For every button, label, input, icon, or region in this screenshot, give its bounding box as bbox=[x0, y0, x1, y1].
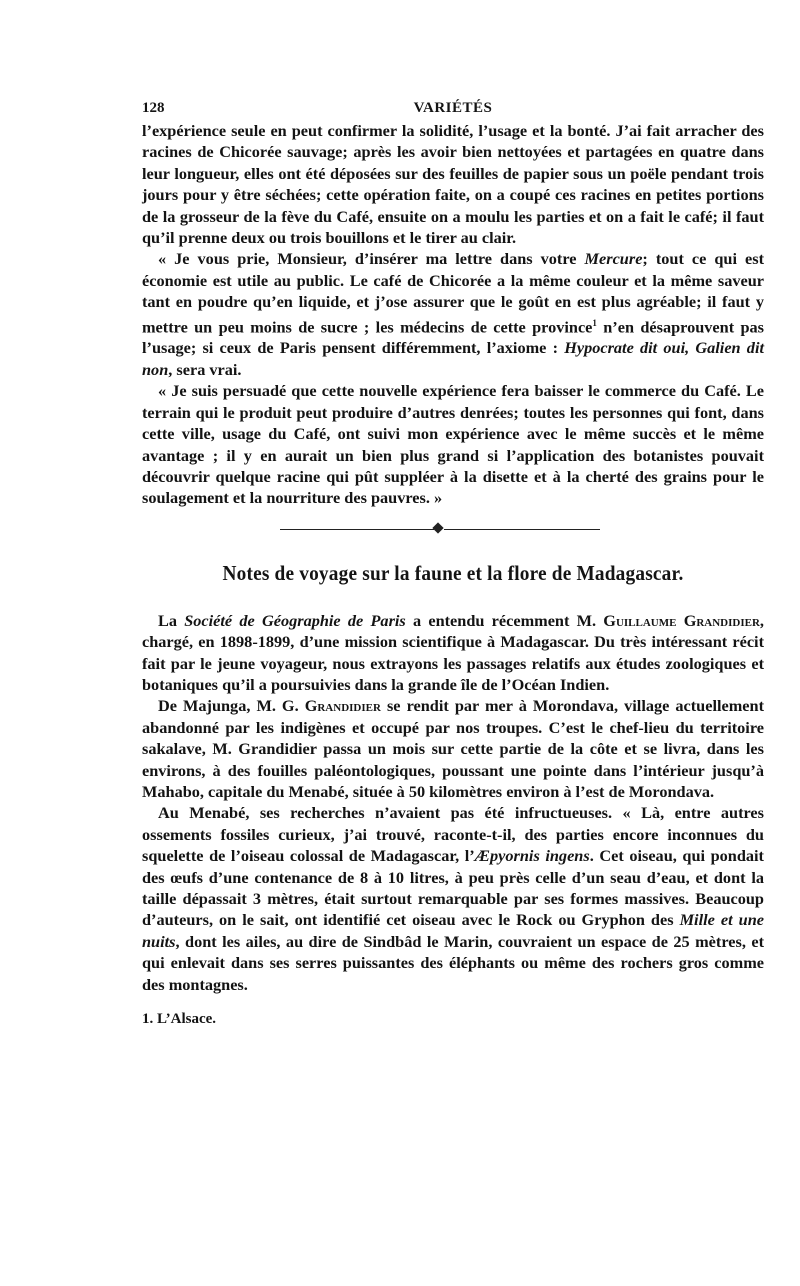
article-title: Notes de voyage sur la faune et la flore de Madagascar. bbox=[222, 560, 684, 585]
paragraph: La Société de Géographie de Paris a entendu récemment M. Guillaume Grandidier, chargé, en 1898-1899, d’une mission scientifique à Madagascar. Du très intéressant récit fait par le jeune voyageur, nous extrayons les passages relatifs aux études zoologiques et botaniques qu’il a poursuivies dans la grande île de l’Océan Indien. bbox=[142, 610, 764, 694]
person-name: Guillaume Grandidier bbox=[603, 610, 760, 630]
book-title: Mille et une nuits bbox=[142, 910, 764, 951]
page-number: 128 bbox=[142, 100, 165, 116]
axiom-quote: Hypocrate dit oui, Galien dit non bbox=[142, 338, 764, 379]
diamond-ornament-icon bbox=[432, 522, 443, 533]
page-header bbox=[142, 96, 764, 120]
person-name: Grandidier bbox=[304, 696, 381, 716]
species-name: Æpyornis ingens bbox=[474, 846, 590, 866]
footnote: 1. L’Alsace. bbox=[142, 1011, 217, 1028]
journal-title: Mercure bbox=[584, 249, 643, 269]
document-page bbox=[142, 96, 764, 1028]
running-title: VARIÉTÉS bbox=[413, 100, 493, 116]
paragraph: Au Menabé, ses recherches n’avaient pas été infructueuses. « Là, entre autres ossements fossiles curieux, j’ai trouvé, raconte-t-il, des parties encore inconnues du squelette de l’oiseau colossal de Madagascar, l’Æpyornis ingens. Cet oiseau, qui pondait des œufs d’une contenance de 8 à 10 litres, à peu près celle d’un seau d’eau, et dont la taille dépassait 3 mètres, était surtout remarquable par ses formes massives. Beaucoup d’auteurs, on le sait, ont identifié cet oiseau avec le Rock ou Gryphon des Mille et une nuits, dont les ailes, au dire de Sindbâd le Marin, couvraient un espace de 25 mètres, et qui enlevait dans ses serres puissantes des éléphants ou même des rochers gros comme des montagnes. bbox=[142, 803, 764, 994]
paragraph: l’expérience seule en peut confirmer la solidité, l’usage et la bonté. J’ai fait arracher des racines de Chicorée sauvage; après les avoir bien nettoyées et partagées en quatre dans leur longueur, elles ont été déposées sur des feuilles de papier sous un poële pendant trois jours pour y être séchées; cette opération faite, on a coupé ces racines en petites portions de la grosseur de la fève du Café, ensuite on a moulu les parties et on a fait le café; il faut qu’il prenne deux ou trois bouillons et le tirer au clair. bbox=[142, 121, 764, 248]
paragraph: « Je suis persuadé que cette nouvelle expérience fera baisser le commerce du Café. Le terrain qui le produit peut produire d’autres denrées; toutes les personnes qui font, dans cette ville, usage du Café, ont suivi mon expérience avec le même succès et le même avantage ; il y en aurait un bien plus grand si l’application des botanistes pouvait découvrir quelque racine qui pût suppléer à la disette et à la cherté des grains pour le soulagement et la nourriture des pauvres. » bbox=[142, 381, 764, 508]
society-name: Société de Géographie de Paris bbox=[184, 610, 406, 630]
letter-continuation bbox=[142, 120, 764, 509]
section-divider bbox=[142, 519, 764, 541]
article-body bbox=[142, 610, 764, 995]
paragraph: De Majunga, M. G. Grandidier se rendit par mer à Morondava, village actuellement abandonné par les indigènes et occupé par nos troupes. C’est le chef-lieu du territoire sakalave, M. Grandidier passa un mois sur cette partie de la côte et se livra, dans les environs, à des fouilles paléontologiques, poussant une pointe dans l’intérieur jusqu’à Mahabo, capitale du Menabé, située à 50 kilomètres environ à l’est de Morondava. bbox=[142, 696, 765, 801]
footnote-marker: 1 bbox=[592, 317, 597, 328]
divider-line bbox=[444, 529, 600, 530]
divider-line bbox=[280, 529, 434, 530]
paragraph: « Je vous prie, Monsieur, d’insérer ma lettre dans votre Mercure; tout ce qui est économie est utile au public. Le café de Chicorée a la même couleur et la même saveur tant en poudre qu’en liquide, et j’ose assurer que le goût en est plus agréable; il faut y mettre un peu moins de sucre ; les médecins de cette province$^1$ n’en désaprouvent pas l’usage; si ceux de Paris pensent différemment, l’axiome : Hypocrate dit oui, Galien dit non, sera vrai. bbox=[142, 249, 765, 379]
